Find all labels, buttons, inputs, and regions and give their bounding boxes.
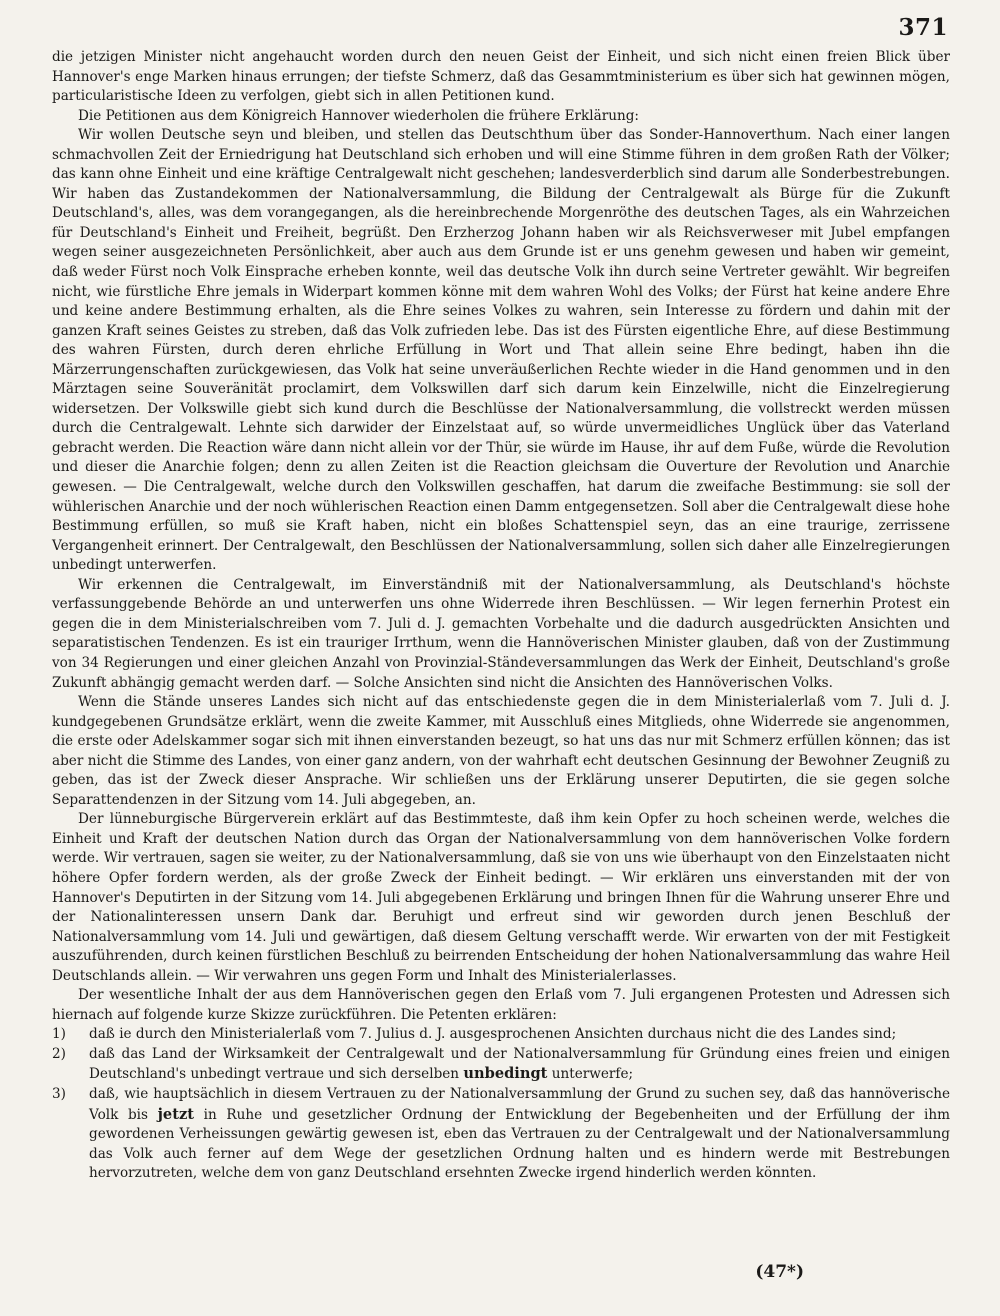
list-text: daß das Land der Wirksamkeit der Centralgewalt und der Nationalversammlung für Gründung eines freien und einigen Deutschland's unbedingt vertraue und sich derselben	[89, 1045, 950, 1083]
emphasis-word: unbedingt	[463, 1065, 548, 1083]
paragraph-recognition: Wir erkennen die Centralgewalt, im Einverständniß mit der Nationalversammlung, als Deutschland's höchste verfassunggebende Behörde an und unterwerfen uns ohne Widerrede ihren Beschlüssen. — Wir legen fernerhin Protest ein gegen die in dem Ministerialschreiben vom 7. Juli d. J. gemachten Vorbehalte und die dadurch ausgedrückten Ansichten und separatistischen Tendenzen. Es ist ein trauriger Irrthum, wenn die Hannöverischen Minister glauben, daß von der Zustimmung von 34 Regierungen und einer gleichen Anzahl von Provinzial-Ständeversammlungen das Werk der Einheit, Deutschland's große Zukunft abhängig gemacht werden darf. — Solche Ansichten sind nicht die Ansichten des Hannöverischen Volks.	[52, 576, 950, 691]
list-text-continued: in Ruhe und gesetzlicher Ordnung der Entwicklung der Begebenheiten und der Erfüllung der ihm gewordenen Verheissungen gewärtig gewesen ist, eben das Vertrauen zu der Centralgewalt und der Nationalversammlung das Volk auch ferner auf dem Wege der gesetzlichen Ordnung halten und es hindern werde mit Bestrebungen hervorzutreten, welche dem von ganz Deutschland ersehnten Zwecke irgend hinderlich werden könnten.	[89, 1106, 950, 1182]
petition-points	[52, 1025, 950, 1183]
list-text-continued: unterwerfe;	[547, 1066, 634, 1083]
list-number: 3)	[52, 1085, 66, 1102]
page-number: 371	[898, 14, 948, 41]
list-text: daß, wie hauptsächlich in diesem Vertrauen zu der Nationalversammlung der Grund zu suchen sey, daß das hannöverische Volk bis	[89, 1085, 950, 1123]
paragraph-buergerverein: Der lünneburgische Bürgerverein erklärt auf das Bestimmteste, daß ihm kein Opfer zu hoch scheinen werde, welches die Einheit und Kraft der deutschen Nation durch das Organ der Nationalversammlung von dem hannöverischen Volke fordern werde. Wir vertrauen, sagen sie weiter, zu der Nationalversammlung, daß sie von uns wie überhaupt von den Einzelstaaten nicht höhere Opfer fordern werden, als der große Zweck der Einheit bedingt. — Wir erklären uns einverstanden mit der von Hannover's Deputirten in der Sitzung vom 14. Juli abgegebenen Erklärung und bringen Ihnen für die Wahrung unserer Ehre und der Nationalinteressen unsern Dank dar. Beruhigt und erfreut sind wir geworden durch jenen Beschluß der Nationalversammlung vom 14. Juli und gewärtigen, daß diesem Geltung verschafft werde. Wir erwarten von der mit Festigkeit auszuführenden, durch keinen fürstlichen Beschluß zu beirrenden Entscheidung der hohen Nationalversammlung das wahre Heil Deutschlands allein. — Wir verwahren uns gegen Form und Inhalt des Ministerialerlasses.	[52, 811, 950, 984]
emphasis-word: jetzt	[157, 1105, 194, 1123]
body-text	[52, 48, 950, 1184]
paragraph-intro: die jetzigen Minister nicht angehaucht worden durch den neuen Geist der Einheit, und sich nicht einen freien Blick über Hannover's enge Marken hinaus errungen; der tiefste Schmerz, daß das Gesammtministerium es über sich hat gewinnen mögen, particularistische Ideen zu verfolgen, giebt sich in allen Petitionen kund.	[52, 49, 950, 105]
list-item	[52, 1025, 950, 1045]
list-text: daß ie durch den Ministerialerlaß vom 7. Julius d. J. ausgesprochenen Ansichten durchaus nicht die des Landes sind;	[89, 1026, 897, 1043]
signature-mark: (47*)	[755, 1262, 804, 1282]
paragraph-petitions: Die Petitionen aus dem Königreich Hannover wiederholen die frühere Erklärung:	[78, 107, 639, 124]
list-number: 2)	[52, 1045, 66, 1062]
paragraph-estates: Wenn die Stände unseres Landes sich nicht auf das entschiedenste gegen die in dem Ministerialerlaß vom 7. Juli d. J. kundgegebenen Grundsätze erklärt, wenn die zweite Kammer, mit Ausschluß eines Mitglieds, ohne Widerrede sie angenommen, die erste oder Adelskammer sogar sich mit ihnen einverstanden bezeugt, so hat uns das nur mit Schmerz erfüllen können; das ist aber nicht die Stimme des Landes, von einer ganz andern, von der wahrhaft echt deutschen Gesinnung der Bewohner Zeugniß zu geben, das ist der Zweck dieser Ansprache. Wir schließen uns der Erklärung unserer Deputirten, die sie gegen solche Separattendenzen in der Sitzung vom 14. Juli abgegeben, an.	[52, 694, 950, 808]
paragraph-summary: Der wesentliche Inhalt der aus dem Hannöverischen gegen den Erlaß vom 7. Juli ergangenen Protesten und Adressen sich hiernach auf folgende kurze Skizze zurückführen. Die Petenten erklären:	[52, 987, 950, 1023]
list-item	[52, 1085, 950, 1184]
list-number: 1)	[52, 1026, 66, 1043]
list-item	[52, 1045, 950, 1085]
paragraph-declaration: Wir wollen Deutsche seyn und bleiben, und stellen das Deutschthum über das Sonder-Hannoverthum. Nach einer langen schmachvollen Zeit der Erniedrigung hat Deutschland sich erhoben und will eine Stimme führen in dem großen Rath der Völker; das kann ohne Einheit und eine kräftige Centralgewalt nicht geschehen; landesverderblich sind darum alle Sonderbestrebungen. Wir haben das Zustandekommen der Nationalversammlung, die Bildung der Centralgewalt als Bürge für die Zukunft Deutschland's, alles, was dem vorangegangen, als die hereinbrechende Morgenröthe des deutschen Tages, als ein Wahrzeichen für Deutschland's Einheit und Freiheit, begrüßt. Den Erzherzog Johann haben wir als Reichsverweser mit Jubel empfangen wegen seiner ausgezeichneten Persönlichkeit, aber auch aus dem Grunde ist er uns genehm gewesen und haben wir gemeint, daß weder Fürst noch Volk Einsprache erheben konnte, weil das deutsche Volk ihn durch seine Vertreter gewählt. Wir begreifen nicht, wie fürstliche Ehre jemals in Widerpart kommen könne mit dem wahren Wohl des Volks; der Fürst hat keine andere Ehre und keine andere Bestimmung erhalten, als die Ehre seines Volkes zu wahren, sein Interesse zu fördern und dahin mit der ganzen Kraft seines Geistes zu streben, daß das Volk zufrieden lebe. Das ist des Fürsten eigentliche Ehre, auf diese Bestimmung des wahren Fürsten, durch deren ehrliche Erfüllung in Wort und That allein seine Ehre bedingt, haben ihn die Märzerrungenschaften zurückgewiesen, das Volk hat seine unveräußerlichen Rechte wieder in die Hand genommen und in den Märztagen seine Souveränität proclamirt, dem Volkswillen darf sich darum kein Einzelwille, nicht die Einzelregierung widersetzen. Der Volkswille giebt sich kund durch die Beschlüsse der Nationalversammlung, die vollstreckt werden müssen durch die Centralgewalt. Lehnte sich darwider der Einzelstaat auf, so würde unvermeidliches Unglück über das Vaterland gebracht werden. Die Reaction wäre dann nicht allein vor der Thür, sie würde im Hause, ihr auf dem Fuße, würde die Revolution und dieser die Anarchie folgen; denn zu allen Zeiten ist die Reaction gleichsam die Ouverture der Revolution und Anarchie gewesen. — Die Centralgewalt, welche durch den Volkswillen geschaffen, hat darum die zweifache Bestimmung: sie soll der wühlerischen Anarchie und der noch wühlerischen Reaction einen Damm entgegensetzen. Soll aber die Centralgewalt diese hohe Bestimmung erfüllen, so muß sie Kraft haben, nicht ein bloßes Schattenspiel seyn, das an eine traurige, zerrissene Vergangenheit erinnert. Der Centralgewalt, den Beschlüssen der Nationalversammlung, sollen sich daher alle Einzelregierungen unbedingt unterwerfen.	[52, 127, 950, 574]
